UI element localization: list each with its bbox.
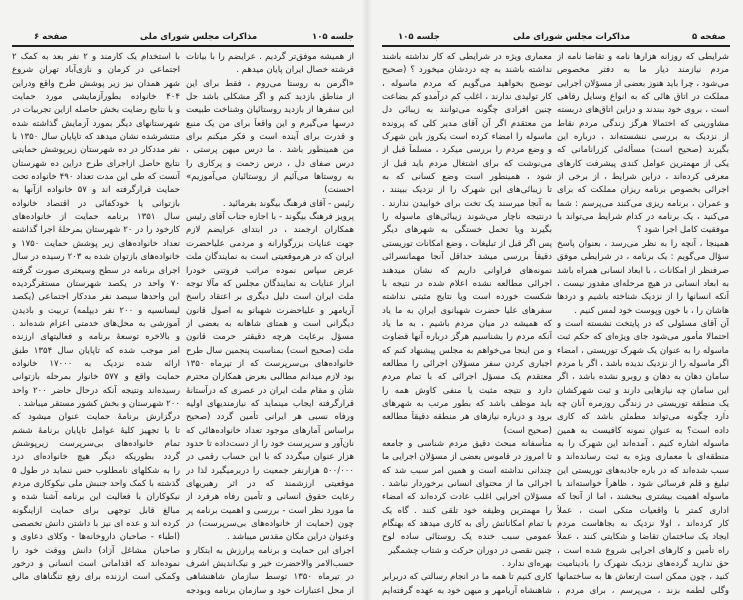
text-line: معماری ویژه در شرایطی که کار نداشته باشند (382, 52, 552, 62)
text-line: آموزشی به محل‌های خدمتی اعزام شده‌اند . (12, 318, 180, 329)
text-line: کارخود را در ۲۰ شهرستان بمرحلهٔ اجرا گذاشته (12, 225, 180, 236)
text-line: من همینطور باشد . ما درس میهن پرستی ، (186, 145, 354, 156)
text-line: برود و درباره نیازهای هر منطقه دقیقاً مطالعه (382, 412, 552, 423)
text-line: کاری کنیم تا همه ما در انجام رسالتی که دربرابر (382, 572, 552, 583)
left-page (0, 0, 366, 600)
text-line: و وضع مردم را بررسی میکرد ، مسلماً قبل از (382, 145, 552, 156)
text-line: وکمکی است ارزنده برای رفع تنگناهای مالی (12, 572, 180, 583)
text-line: کار کرده‌اند ، اولا نزدیک به بجاهاست مردم (557, 519, 729, 530)
text-line: بگیرند (صحیح است) مسأله‌ئی کزرانامانی که (557, 145, 729, 156)
text-line: نتایج حاصل ازاجرای طرح دراین ده شهرستان (12, 158, 180, 169)
text-line: گردد بطوریکه دیگر هیچ خانواده‌ای درد (12, 452, 180, 463)
text-line: نموده‌اند که اقداماتی است انسانی و درخور (12, 559, 180, 570)
running-title: مذاکرات مجلس شورای ملی (513, 32, 631, 42)
text-line: به آنجا میرسند یک تخت برای خوابیدن ندارند . (382, 198, 552, 209)
text-line: «اگرمن به روستا می‌روم ، فقط برای این (186, 78, 354, 89)
text-line: شهر همدان نیز زیر پوشش طرح واقع ودراین (12, 78, 180, 89)
text-line: منطقه‌ای با معماری ویژه به ثبت رسانده‌اند و (557, 452, 729, 463)
text-line: فرشته خصال ایران پایان میدهم . (236, 65, 354, 76)
text-line: بود لازم میدانم مطالبی بعرض همکاران محترم (186, 372, 354, 383)
text-line: معرفی کرده‌اند ، دراین شرایط ، از برخی از (557, 172, 729, 183)
text-line: ایران که در هرموقعیتی است به نمایندگان ملت (186, 252, 354, 263)
text-line: حسب‌الامر والاحضرت خیر و نیک‌اندیش اشرف (186, 559, 354, 570)
text-line: چنین افرادی چگونه می‌توانند به زیبائی دل (382, 105, 552, 116)
text-line: کرده اند و عده ای نیز با داشتن دانش تخصصی (12, 519, 180, 530)
text-line: اجباری کردن سفر مسؤلان اجرائی را مطالعه (382, 358, 552, 369)
header-rule (12, 45, 354, 47)
text-column-left (382, 51, 552, 598)
text-line: حمایت قرارگرفته اند و ۵۷ خانواده ازآنها به (12, 185, 180, 196)
text-line: سال ۱۳۵۱ برنامه حمایت از خانواده‌های (12, 212, 180, 223)
text-line: سفرهای علیا حضرت شهبانوی ایران به ما یاد (382, 305, 552, 316)
text-line: با استخدام یک کارمند و ۲ نفر بعد به کمک ۲ (12, 52, 180, 62)
text-line: اجرای برنامه در سطح وسیعتری صورت گرفته (12, 265, 180, 276)
text-line: مبالغ قابل توجهی برای حمایت ازاینگونه (12, 505, 180, 516)
text-line: نیکوکاران با فعالیت این برنامه آشنا شده و (12, 492, 180, 503)
session-number: جلسه ۱۰۵ (312, 32, 354, 42)
text-line: (صحیح است) (503, 425, 552, 436)
text-line: در تیرماه ۱۳۵۰ توسط سازمان شاهنشاهی (186, 572, 354, 583)
session-number: جلسه ۱۰۵ (398, 32, 440, 42)
text-line: آن آقای مسئولی که در پایتخت نشسته است و (557, 318, 729, 329)
text-line: صرفنظر از امکانات ، با ابعاد انسانی همراه باشد (557, 265, 729, 276)
text-line: احسنت) (324, 185, 354, 196)
text-line: به ابعاد انسانی در هیچ مرحله‌ای مقدور نیست ، (557, 278, 729, 289)
text-line: احتمالا مأمور می‌شود جای ویژه‌ای که حکم ثبت (557, 332, 729, 343)
text-line: مردم نیازمند دیار ما به دفتر مخصوص (557, 65, 729, 76)
text-line: مملکت در اتاق هائی که به انواع وسایل رفاهی (557, 92, 729, 103)
text-line: تا زیبائی‌های این شهرک را از نزدیک ببینند ، (382, 185, 552, 196)
text-line: نداشته باشند به چه دردشان میخورد ؟ (صحیح (382, 65, 552, 76)
text-line: وگلی لطمه بزند ، می‌پرسم ، برای مردم ، (557, 585, 729, 596)
text-line: امر موجب شده که تاپایان سال ۱۳۵۴ طبق (12, 345, 180, 356)
text-line: داده است؟ به عنوان نمونه کافیست به همین (557, 425, 729, 436)
text-line: پس اگر قبل از تبلیغات ، وضع امکانات توریستی (382, 238, 552, 249)
text-line: است ، بروی خود ببندند و دراین اتاق‌های دربسته (557, 105, 729, 116)
text-line: تبلیغ و قلم فرسائی شود ، ظاهراً خواسته‌اند با (557, 479, 729, 489)
text-line: شأن و مقام ملت ایران در عصری که درآستانهٔ (186, 385, 354, 396)
text-line: ۲۰۰ شهرستان و بخش کشور مستقر میباشد . (18, 398, 180, 409)
text-line: چون (حمایت از خانواده‌های بی‌سرپرست) در (186, 519, 354, 530)
text-line: درسها می‌گیرم و این واقعاً برای من یک منبع (186, 118, 354, 129)
text-line: تا با تجهیز کلیهٔ عوامل تاپایان برنامهٔ ششم (12, 425, 180, 436)
text-line: و با نتایج رضایت بخش حاصله ازاین تجربیات در (12, 105, 180, 116)
text-line: تمام خانواده‌های بی‌سرپرست زیرپوشش (12, 438, 180, 449)
text-line: به روستاها می‌آئیم از روستائیان می‌آموزیم» (186, 172, 354, 183)
text-line: معتقدم یک مسؤل اجرائی که با تمام مردم (382, 372, 552, 383)
text-line: آریامهر و علیاحضرت شهبانو به اصول قانون (186, 305, 354, 316)
text-line: با تمام امکاناتش رأی به کاری میدهد که بهنگام (382, 519, 552, 530)
text-column-right (186, 51, 354, 598)
text-line: منتشرشده نشان میدهد که تاپایان سال ۱۳۵۰ با (12, 132, 180, 143)
text-line: توضیح بخواهید می‌گویم که مردم ماسوله ، (382, 78, 552, 89)
text-line: ماسوله را به عنوان یک شهرک توریستی ، امضاء (557, 345, 729, 356)
text-line: لیسانسیه و ۲۰۰ نفر دیپلمه) تربیت و باذیدن (12, 305, 180, 316)
text-line: صاحبان مشاغل آزاد) دانش ووقت خود را (12, 545, 180, 556)
text-line: مشاورینی که احتمالا هرگز زندگی مردم نقاط (557, 118, 729, 129)
text-line: حق ندارید گرده‌های نزدیک شهرک را بادینامیت (557, 559, 729, 570)
text-line: کار تولیدی ندارند ، اغلب کم درآمدو کم بضاعت (382, 92, 552, 103)
text-line: اجرائی بخصوص برنامه ریزان مملکت که برای (557, 185, 729, 196)
text-line: (اطباء - صاحبان داروخانه‌ها - وکلای دعاوی و (12, 532, 180, 543)
text-line: را به شکلهای نامطلوب حس ننماید در طول ۵ (12, 465, 180, 476)
page-number: صفحه ۶ (34, 32, 68, 42)
text-line: را مهمترین وظیفه خود تلقی کنند . گاه یک (382, 505, 552, 516)
text-line: اگر ماسوله را از نزدیک ندیده باشد ، اگر با مردم (557, 358, 729, 369)
text-line: اداری کمتر با واقعیات متکی است ، عملاً (557, 505, 729, 516)
text-line: موقعیتی ارزشمند که در اثر رهبریهای (186, 479, 354, 489)
text-line: هزار عنوان میگردد که با این حساب رقمی در (186, 452, 354, 463)
text-line: باید موظف باشد که بطور مرتب به شهرهای (382, 398, 552, 409)
text-line: جهت عنایات بزرگوارانه و مردمی علیاحضرت (186, 238, 354, 249)
text-line: این سفرها از بازدید روستائیان وشناخت طبیعت (186, 105, 354, 116)
text-line: بگیرند ویا تحمل خستگی به شهرهای دیگر (382, 225, 552, 236)
text-line: ملت (صحیح است) بمناسبت پنجمین سال طرح (186, 345, 354, 356)
text-line: تا امروز در قاموس بعضی از مسؤلان اجرایی ما (382, 452, 552, 463)
text-line: چندانی نداشته است و همین امر سبب شد که (382, 465, 552, 476)
text-line: سبب شده‌اند که در باره جاذبه‌های توریستی این (557, 465, 729, 476)
text-line: عرض سپاس نموده مراتب فروتنی خودرا (186, 265, 354, 276)
text-line: درس صفای دل ، درس زحمت و پرکاری را (186, 158, 354, 169)
text-column-right (557, 51, 729, 598)
text-line: قرارگرفته ایجاب مینماید که نیازمندیهای اولیه (186, 398, 354, 409)
text-line: همکاران ارجمند ، در ابتدای عرایضم لازم (186, 225, 354, 236)
text-line: دارد چگونه می‌تواند مطمئن باشد که کاری (557, 412, 729, 423)
text-line: چنین نقصی در دوران حرکت و شتاب چشمگیر (388, 545, 552, 556)
text-line: و عمران ، برنامه ریزی می‌کنند می‌پرسم : شما (557, 198, 729, 209)
text-line: دقیقاً بررسی میشد حداقل آنجا مهمانسرائی (382, 252, 552, 263)
text-line: و بالاخره توسعهٔ برنامه و فعالیتهای ارزنده (12, 332, 180, 343)
text-line: ارائه شده نزدیک به ۱۷۰۰۰ خانواده (12, 358, 180, 369)
text-column-left (12, 51, 180, 585)
text-line: ایجاد یک ساختمان تقاضا و شکایتی کنند ، عملاً (557, 532, 729, 543)
text-line: بازتوانی یا خودکفائی در اقتصاد خانواده (12, 198, 180, 209)
text-line: شرایطی که روزانه هزارها نامه و تقاضا نامه از (557, 52, 729, 62)
text-line: رئیس - آقای فرهنگ بیگوند بفرمائید . (222, 198, 354, 209)
text-line: ۴۰۴ خانواده بطورآزمایشی مورد حمایت (12, 92, 180, 103)
text-line: راه تأمین و کارهای اجرایی شروع شده است ، (557, 545, 729, 556)
text-line: این واحدها سیصد نفر مددکار اجتماعی (یکصد (12, 292, 180, 303)
text-line: از نزدیک به بررسی ننشسته‌اند ، درباره این (557, 132, 729, 143)
text-line: اجتماعی در کرمان و نازی‌آباد تهران شروع (12, 65, 180, 76)
text-line: هاشان را ، با خون وپوست خود لمس کنیم . (574, 305, 729, 316)
text-line: دارد و نتیجه مثبت یا منفی کاوش همه را (382, 385, 552, 396)
text-line: من معتقدم اگر آن آقای مدیر کلی که پرونده (382, 118, 552, 129)
text-line: ماسوله را امضاء کرده است یکروز باین شهرک (382, 132, 552, 143)
text-line: می‌شود ، چرا باید هنوز بعضی از مسؤلان اجرایی (557, 78, 729, 89)
text-line: و من اینجا می‌خواهم به مجلس پیشنهاد کنم که (382, 345, 552, 356)
text-line: بهره‌ای ندارد . (501, 559, 552, 570)
text-line: متأسفانه مبحث دقیق مردم شناسی و جامعه (382, 438, 552, 449)
text-line: از همیشه موفق‌تر گردیم . عرایضم را با بیانات (186, 52, 354, 62)
text-line: خانواده‌های بی‌سرپرست که از تیرماه ۱۳۵۰ (186, 358, 354, 369)
text-line: یک منطقه توریستی در زندگی روزمره آنان چه (557, 398, 729, 409)
text-line: تعداد خانواده‌های زیر پوشش حمایت ۱۷۵۰ و (12, 238, 180, 249)
text-line: کنید ، چون ممکن است ارتعاش ها به ساختمانها (557, 572, 729, 583)
text-line: می‌نوشت که برای اشتغال مردم باید قبل از (382, 158, 552, 169)
text-line: ما مورد نظر است - بررسی و اهمیت برنامه پر (186, 505, 354, 516)
text-line: رعایت حقوق انسانی و تأمین رفاه هرفرد از (186, 492, 354, 503)
text-line: نفر مددکار در ده شهرستان زیرپوشش حمایتی (12, 145, 180, 156)
text-line: دیگرانی است و همتای شاهانه به بعضی از (186, 318, 354, 329)
text-line: نان‌آور و سرپرست خود را از دست‌داده تا حدود (186, 438, 354, 449)
text-line: حمایت واقع و ۵۷۷ خانوار بمرحله بازتوانی (12, 372, 180, 383)
text-line: گذشته با کمک واحد جنبش ملی نیکوکاری مردم (12, 479, 180, 489)
text-line: سؤال می‌گویم : یک برنامه ، در شرایطی موفق (557, 252, 729, 263)
text-line: عمومی سبب خنده یک روستائی ساده لوح (382, 532, 552, 543)
running-title: مذاکرات مجلس شورای ملی (140, 32, 258, 42)
text-line: ابراز عنایات به نمایندگان مجلس که مآلا توجه (186, 278, 354, 289)
text-line: همینجا ، آنچه را به نظر می‌رسد ، بعنوان پاسخ (557, 238, 729, 249)
text-line: مسؤل برعایت هرچه دقیقتر حرمت قانون (186, 332, 354, 343)
text-line: براساس آمارهای موجود تعداد خانواده‌هائی که (186, 425, 354, 436)
text-line: آنست که طی این مدت تعداد ۴۹۰ خانواده تحت (12, 172, 180, 183)
text-line: درگزارش برنامهٔ حمایت عنوان میشود که (12, 412, 180, 423)
text-line: خانواده‌های بازتوان شده به ۲۰۳ رسیده در سال (12, 252, 180, 263)
text-line: ۷۰ واحد در یکصد شهرستان مستقرگردیده (12, 278, 180, 289)
text-line: که همیشه در میان مردم باشیم ، به ما یاد (382, 318, 552, 329)
text-line: این سامان چه نیازهایی دارند و ثبت شهرکشان (557, 385, 729, 396)
text-line: آنکه مردم را بشناسیم هرگز درباره آنها قضاوت (382, 332, 552, 343)
header-rule (382, 45, 730, 47)
text-line: وعنوان دراین مکان مقدس میباشد . (226, 532, 354, 543)
text-line: از مناطق بازدید کنم و اگر مشکلی باشد حل (186, 92, 354, 103)
text-line: ورفاه نسبی هر ایرانی تأمین گردد (صحیح (186, 412, 354, 423)
text-line: اجرائی ما از محتوای انسانی برخوردار نباشد . (382, 479, 552, 489)
text-line: ۵۰۰/۰۰۰ هزارنفر جمعیت را دربرمیگیرد لذا در (186, 465, 354, 476)
text-line: اجرائی مطالعه نشده اعلام شده در نتیجه با (382, 278, 552, 289)
text-line: شکست خورده است ویا نتایج مثبتی نداشته (382, 292, 552, 303)
text-line: درنتیجه ناچار می‌شوند زیبائی‌های ماسوله را (382, 212, 552, 223)
text-line: می‌کنید ، یک برنامه در کدام شرایط می‌تواند با (557, 212, 729, 223)
text-line: پرویز فرهنگ بیگوند - با اجازه جناب آقای رئیس (186, 212, 354, 223)
text-line: یکی از مهمترین عوامل کندی پیشرفت کارهای (557, 158, 729, 169)
text-line: شود ، همینطور است وضع کسانی که به (382, 172, 552, 183)
text-line: رسیده‌اند ونتیجه آنکه درحال حاضر ۲۰۰ واحد (12, 385, 180, 396)
text-line: موفقیت کامل اجرا شود ؟ (636, 225, 729, 236)
text-line: ملت ایران است دلیل دیگری بر اعتقاد راسخ (186, 292, 354, 303)
text-line: مسؤلان اجرایی اغلب عادت کرده‌اند که امضاء (382, 492, 552, 503)
text-line: اجرای این حمایت و برنامه پرارزش به ابتکار و (186, 545, 354, 556)
text-line: ماسوله اشاره کنیم ، آمده‌اند این شهرک را به (557, 438, 729, 449)
text-line: سامان دهان به دهان و روبرو نشده باشد ، اگر (557, 372, 729, 383)
right-page (370, 0, 743, 600)
text-line: نمونه‌های فراوانی داریم که نشان میدهند (382, 265, 552, 276)
text-line: و قدرت برای آینده است و فکر میکنم برای (186, 132, 354, 143)
text-line: از محل اعتبارات خود و سازمان برنامه وبودجه (186, 585, 354, 596)
text-line: شهرستانهای دیگر بمورد آزمایش گذاشته شده (12, 118, 180, 129)
page-number: صفحه ۵ (692, 32, 726, 42)
text-line: ماسوله اهمیت بیشتری ببخشند ، اما از آنجا که (557, 492, 729, 503)
text-line: شاهنشاه آریامهر و میهن خود به عهده گرفته‌ایم (382, 585, 552, 596)
text-line: آنکه انسانها را از نزدیک شناخته باشیم و دردها (557, 292, 729, 303)
